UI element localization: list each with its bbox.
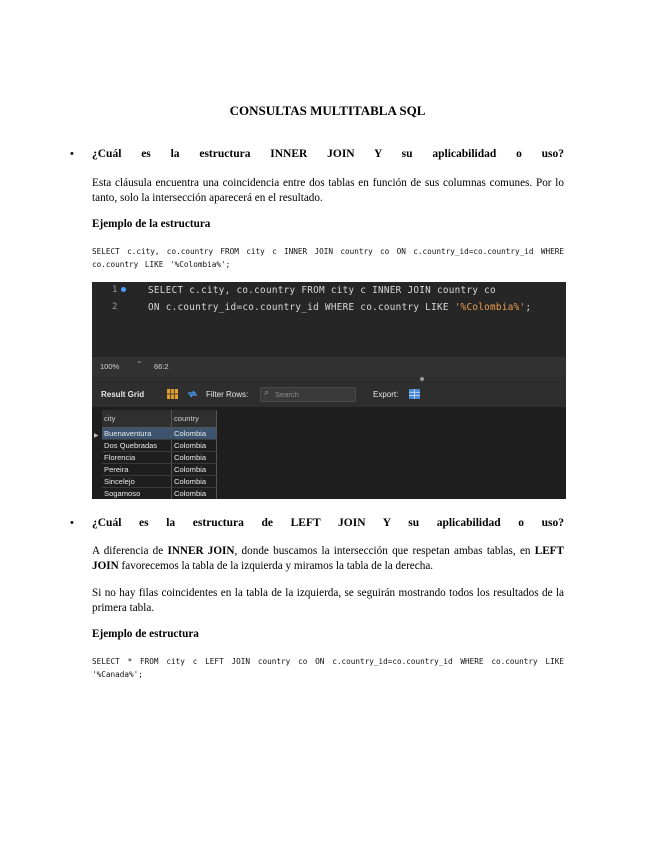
sql-text: SELECT c.city, co.country FROM city c INNER JOIN country co (148, 285, 496, 296)
table-row[interactable] (102, 428, 217, 440)
zoom-stepper-icon[interactable]: ⌃ (136, 360, 143, 369)
refresh-icon[interactable] (187, 389, 198, 399)
result-table (102, 410, 217, 499)
filter-search-box[interactable] (260, 387, 356, 402)
cell-country[interactable]: Colombia (172, 452, 217, 464)
left-join-paragraph-1 (92, 544, 564, 573)
table-row[interactable] (102, 452, 217, 464)
column-header-city[interactable]: city (102, 410, 172, 428)
question-text: ¿Cuál es la estructura INNER JOIN Y su aplicabilidad o uso? (92, 148, 564, 160)
sql-text: ; (525, 302, 532, 313)
filter-search-input[interactable] (275, 389, 351, 399)
line-number: 2 (112, 302, 118, 312)
query-editor (92, 282, 566, 357)
cell-country[interactable]: Colombia (172, 476, 217, 488)
text-run: A diferencia de (92, 545, 168, 557)
zoom-level[interactable]: 100% (100, 362, 120, 371)
cell-city[interactable]: Sogamoso (102, 488, 172, 500)
cursor-position: 66:2 (154, 362, 169, 371)
filter-rows-label: Filter Rows: (206, 390, 249, 399)
bold-term: INNER JOIN (167, 545, 235, 557)
left-join-code: SELECT * FROM city c LEFT JOIN country co ON c.country_id=co.country_id WHERE co.country LIKE '%Canada%'; (92, 657, 564, 679)
inner-join-code: SELECT c.city, co.country FROM city c INNER JOIN country co ON c.country_id=co.country_id WHERE co.country LIKE '%Colombia%'; (92, 247, 564, 269)
question-text: ¿Cuál es la estructura de LEFT JOIN Y su aplicabilidad o uso? (92, 517, 564, 529)
line-number: 1 (112, 285, 118, 295)
bullet-icon: • (70, 148, 74, 160)
cell-country[interactable]: Colombia (172, 440, 217, 452)
example-heading: Ejemplo de la estructura (92, 218, 211, 230)
result-grid-tab[interactable]: Result Grid (101, 390, 145, 399)
bullet-icon: • (70, 517, 74, 529)
editor-status-bar (92, 357, 566, 377)
resize-handle-icon[interactable] (420, 377, 424, 381)
cell-country[interactable]: Colombia (172, 464, 217, 476)
table-row[interactable] (102, 440, 217, 452)
table-row[interactable] (102, 464, 217, 476)
cell-country[interactable]: Colombia (172, 428, 217, 440)
cell-city[interactable]: Pereira (102, 464, 172, 476)
document-title: CONSULTAS MULTITABLA SQL (229, 103, 426, 118)
inner-join-paragraph: Esta cláusula encuentra una coincidencia entre dos tablas en función de sus columnas comunes. Por lo tanto, solo la intersección aparecerá en el resultado. (92, 177, 564, 204)
result-grid (92, 407, 566, 499)
editor-line-1[interactable] (148, 285, 496, 296)
sql-text: ON c.country_id=co.country_id WHERE co.country LIKE (148, 302, 455, 313)
search-icon: ⌕ (264, 388, 270, 398)
cell-city[interactable]: Sincelejo (102, 476, 172, 488)
editor-line-2[interactable] (148, 302, 531, 313)
cell-city[interactable]: Buenaventura (102, 428, 172, 440)
left-join-paragraph-2: Si no hay filas coincidentes en la tabla de la izquierda, se seguirán mostrando todos los resultados de la primera tabla. (92, 587, 564, 614)
sql-string-literal: '%Colombia%' (454, 302, 526, 313)
cell-city[interactable]: Dos Quebradas (102, 440, 172, 452)
export-label: Export: (373, 390, 399, 399)
line-gutter (92, 282, 128, 357)
current-row-indicator-icon: ▶ (94, 432, 99, 439)
bold-term: LEFT JOIN (92, 545, 564, 572)
cell-city[interactable]: Florencia (102, 452, 172, 464)
table-row[interactable] (102, 476, 217, 488)
sql-editor-screenshot (92, 282, 566, 499)
column-header-country[interactable]: country (172, 410, 217, 428)
cell-country[interactable]: Colombia (172, 488, 217, 500)
text-run: favorecemos la tabla de la izquierda y miramos la tabla de la derecha. (118, 559, 434, 572)
export-icon[interactable] (409, 389, 420, 399)
example-heading: Ejemplo de estructura (92, 628, 199, 640)
grid-view-icon[interactable] (167, 389, 178, 399)
text-run: , donde buscamos la intersección que respetan ambas tablas, en (234, 545, 535, 557)
execution-marker-icon (121, 287, 126, 292)
result-toolbar (92, 377, 566, 407)
table-row[interactable] (102, 488, 217, 500)
